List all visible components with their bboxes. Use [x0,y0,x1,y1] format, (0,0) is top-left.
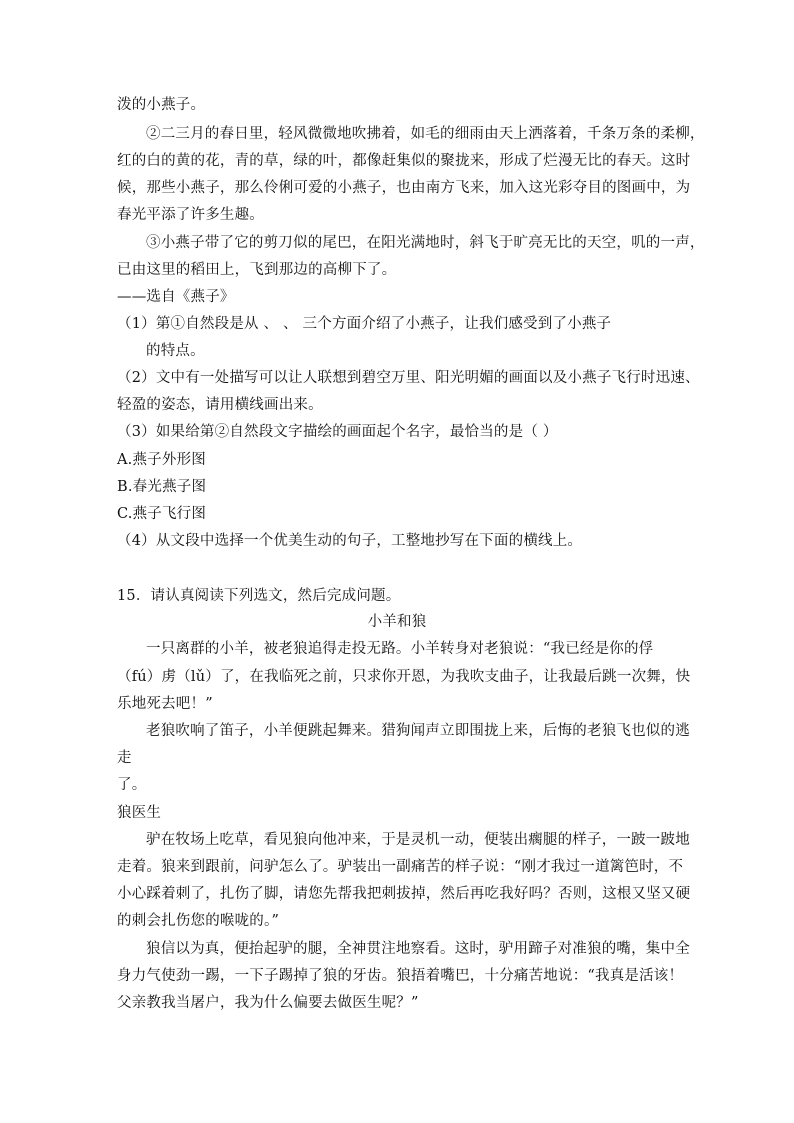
question-1-line-1: （1）第①自然段是从 、 、 三个方面介绍了小燕子，让我们感受到了小燕子 [117,316,612,332]
story-2-p1-line-1: 驴在牧场上吃草，看见狼向他冲来，于是灵机一动，便装出瘸腿的样子，一跛一跛地 [146,832,690,848]
paragraph-2-line-1: ②二三月的春日里，轻风微微地吹拂着，如毛的细雨由天上洒落着，千条万条的柔柳， [146,126,705,142]
story-2-p1-line-2: 走着。狼来到跟前，问驴怎么了。驴装出一副痛苦的样子说：“刚才我过一道篱笆时，不 [117,859,684,875]
question-4: （4）从文段中选择一个优美生动的句子，工整地抄写在下面的横线上。 [117,533,583,549]
story-1-title: 小羊和狼 [367,614,427,630]
paragraph-3-line-1: ③小燕子带了它的剪刀似的尾巴，在阳光满地时，斜飞于旷亮无比的天空，叽的一声， [146,235,705,251]
paragraph-2-line-2: 红的白的黄的花，青的草，绿的叶，都像赶集似的聚拢来，形成了烂漫无比的春天。这时 [117,153,691,169]
paragraph-1-tail: 泼的小燕子。 [117,97,206,113]
question-3-option-c: C.燕子飞行图 [117,506,207,522]
story-1-p2-line-2: 走 [117,750,132,766]
story-1-p2-line-3: 了。 [117,777,147,793]
story-2-p1-line-3: 小心踩着刺了，扎伤了脚，请您先帮我把刺拔掉，然后再吃我好吗？否则，这根又坚又硬 [117,886,691,902]
question-2-line-1: （2）文中有一处描写可以让人联想到碧空万里、阳光明媚的画面以及小燕子飞行时迅速、 [117,370,700,386]
story-2-p2-line-1: 狼信以为真，便抬起驴的腿，全神贯注地察看。这时，驴用蹄子对准狼的嘴，集中全 [146,941,690,957]
question-3: （3）如果给第②自然段文字描绘的画面起个名字，最恰当的是（ ） [117,424,558,440]
story-2-p2-line-2: 身力气使劲一踢，一下子踢掉了狼的牙齿。狼捂着嘴巴，十分痛苦地说：“我真是活该！ [117,968,684,984]
question-15-prompt: 15．请认真阅读下列选文，然后完成问题。 [117,588,401,604]
paragraph-2-line-3: 候，那些小燕子，那么伶俐可爱的小燕子，也由南方飞来，加入这光彩夺目的图画中，为 [117,180,691,196]
question-3-option-a: A.燕子外形图 [117,452,206,468]
story-2-title: 狼医生 [117,805,162,821]
paragraph-3-line-2: 已由这里的稻田上，飞到那边的高柳下了。 [117,262,397,278]
question-2-line-2: 轻盈的姿态，请用横线画出来。 [117,397,323,413]
story-2-p2-line-3: 父亲教我当屠户，我为什么偏要去做医生呢？” [117,995,419,1011]
story-1-p1-line-1: 一只离群的小羊，被老狼追得走投无路。小羊转身对老狼说：“我已经是你的俘 [146,641,654,657]
passage-source: ——选自《燕子》 [117,289,235,305]
story-1-p1-line-3: 乐地死去吧！” [117,696,213,712]
question-1-line-2: 的特点。 [146,343,205,359]
paragraph-2-line-4: 春光平添了许多生趣。 [117,207,264,223]
story-1-p2-line-1: 老狼吹响了笛子，小羊便跳起舞来。猎狗闻声立即围拢上来，后悔的老狼飞也似的逃 [146,723,690,739]
story-2-p1-line-4: 的刺会扎伤您的喉咙的。” [117,913,280,929]
question-3-option-b: B.春光燕子图 [117,479,207,495]
story-1-p1-line-2: （fú）虏（lǔ）了，在我临死之前，只求你开恩，为我吹支曲子，让我最后跳一次舞，快 [117,669,691,685]
